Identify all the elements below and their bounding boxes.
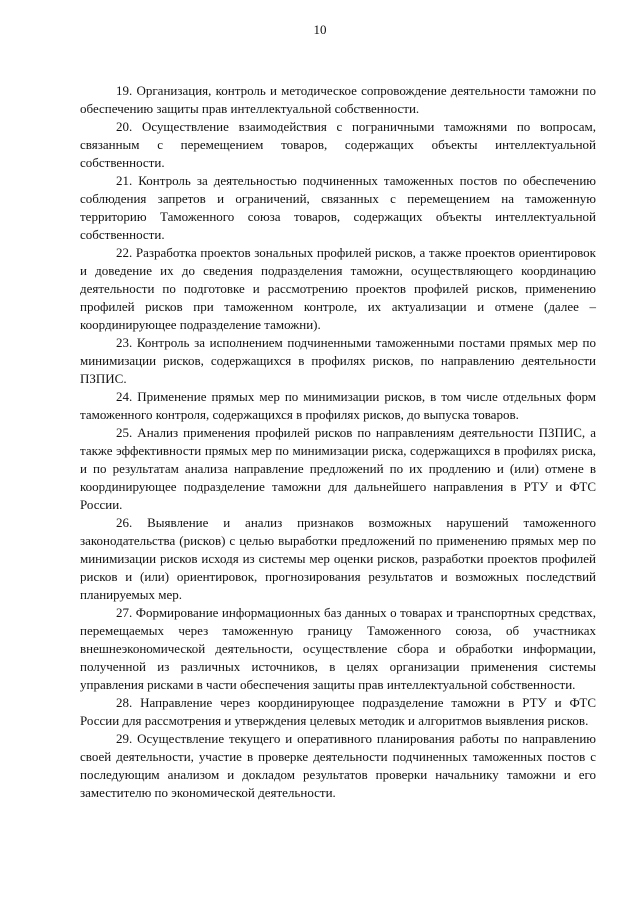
paragraph-24: 24. Применение прямых мер по минимизации рисков, в том числе отдельных форм таможенного контроля, содержащихся в профилях рисков, до выпуска товаров.	[80, 389, 596, 422]
paragraph-23: 23. Контроль за исполнением подчиненными таможенными постами прямых мер по минимизации рисков, содержащихся в профилях рисков, по направлению деятельности ПЗПИС.	[80, 335, 596, 386]
paragraph-21: 21. Контроль за деятельностью подчиненных таможенных постов по обеспечению соблюдения запретов и ограничений, связанных с перемещением на таможенную территорию Таможенного союза товаров, содержащих объекты интеллектуальной собственности.	[80, 173, 596, 242]
paragraph-19: 19. Организация, контроль и методическое сопровождение деятельности таможни по обеспечению защиты прав интеллектуальной собственности.	[80, 83, 596, 116]
paragraph-27: 27. Формирование информационных баз данных о товарах и транспортных средствах, перемещаемых через таможенную границу Таможенного союза, об участниках внешнеэкономической деятельности, осуществление сбора и обработки информации, полученной из различных источников, в целях организации применения системы управления рисками в части обеспечения защиты прав интеллектуальной собственности.	[80, 605, 596, 692]
paragraph-22: 22. Разработка проектов зональных профилей рисков, а также проектов ориентировок и доведение их до сведения подразделения таможни, осуществляющего координацию деятельности по подготовке и рассмотрению проектов профилей рисков, применению профилей рисков при таможенном контроле, их актуализации и отмене (далее – координирующее подразделение таможни).	[80, 245, 596, 332]
document-body	[80, 82, 596, 802]
paragraph-28: 28. Направление через координирующее подразделение таможни в РТУ и ФТС России для рассмотрения и утверждения целевых методик и алгоритмов выявления рисков.	[80, 695, 596, 728]
paragraph-26: 26. Выявление и анализ признаков возможных нарушений таможенного законодательства (рисков) с целью выработки предложений по применению прямых мер по минимизации рисков исходя из системы мер оценки рисков, разработки проектов профилей рисков и (или) ориентировок, прогнозирования результатов и возможных последствий планируемых мер.	[80, 515, 596, 602]
paragraph-20: 20. Осуществление взаимодействия с пограничными таможнями по вопросам, связанным с перемещением товаров, содержащих объекты интеллектуальной собственности.	[80, 119, 596, 170]
paragraph-25: 25. Анализ применения профилей рисков по направлениям деятельности ПЗПИС, а также эффективности прямых мер по минимизации риска, содержащихся в профилях риска, и по результатам анализа направление предложений по их продлению и (или) отмене в координирующее подразделение таможни для дальнейшего направления в РТУ и ФТС России.	[80, 425, 596, 512]
page-number: 10	[313, 22, 327, 37]
paragraph-29: 29. Осуществление текущего и оперативного планирования работы по направлению своей деятельности, участие в проверке деятельности подчиненных таможенных постов с последующим анализом и докладом результатов проверки начальнику таможни и его заместителю по экономической деятельности.	[80, 731, 596, 800]
